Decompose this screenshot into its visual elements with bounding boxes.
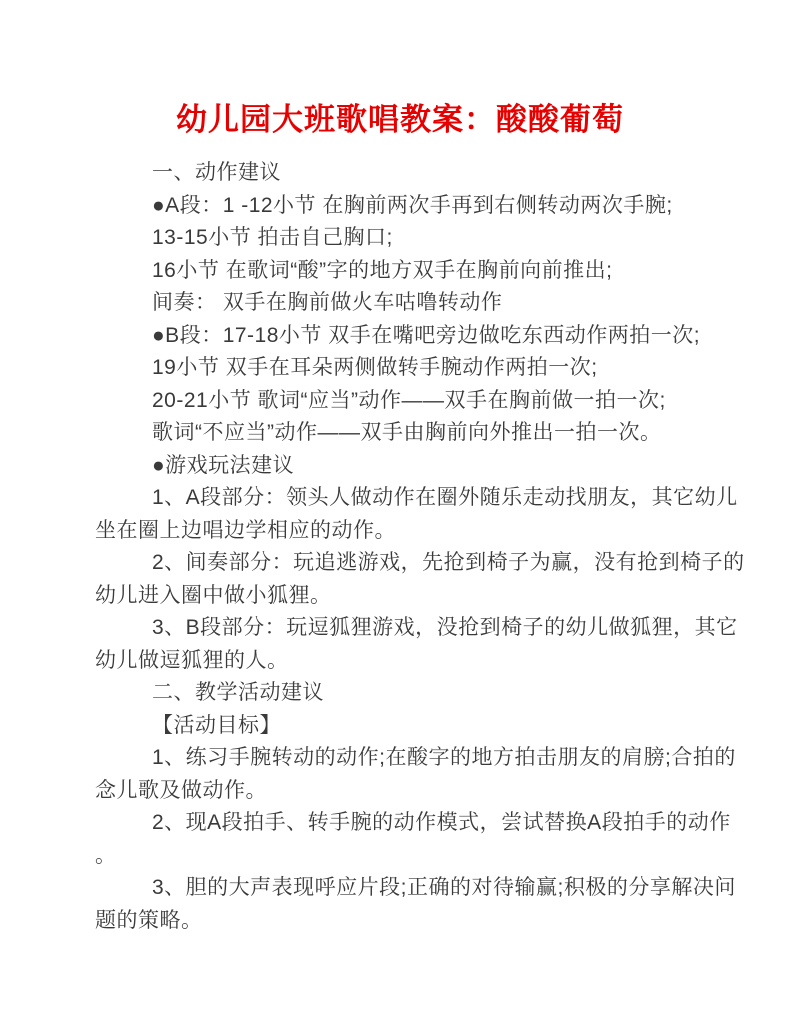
text-line: 间奏： 双手在胸前做火车咕噜转动作 bbox=[152, 291, 503, 314]
text-line: 1、练习手腕转动的动作;在酸字的地方拍击朋友的肩膀;合拍的 bbox=[152, 746, 736, 769]
document-title: 幼儿园大班歌唱教案：酸酸葡萄 bbox=[176, 102, 624, 137]
text-line: 2、现A段拍手、转手腕的动作模式，尝试替换A段拍手的动作 bbox=[152, 811, 731, 834]
text-line: 1、A段部分：领头人做动作在圈外随乐走动找朋友，其它幼儿 bbox=[152, 486, 738, 509]
text-line: 13-15小节 拍击自己胸口; bbox=[152, 226, 393, 249]
text-line: 念儿歌及做动作。 bbox=[95, 778, 267, 802]
text-line: 3、B段部分：玩逗狐狸游戏，没抢到椅子的幼儿做狐狸，其它 bbox=[152, 616, 738, 639]
document-body bbox=[95, 157, 745, 937]
text-line: 题的策略。 bbox=[95, 908, 203, 932]
text-line: 幼儿进入圈中做小狐狸。 bbox=[95, 583, 332, 607]
text-line: 坐在圈上边唱边学相应的动作。 bbox=[95, 518, 396, 542]
text-line: 2、间奏部分：玩追逃游戏，先抢到椅子为赢，没有抢到椅子的 bbox=[152, 551, 745, 574]
text-line: 3、胆的大声表现呼应片段;正确的对待输赢;积极的分享解决问 bbox=[152, 876, 736, 899]
text-line: 16小节 在歌词“酸”字的地方双手在胸前向前推出; bbox=[152, 258, 613, 282]
text-line: 幼儿做逗狐狸的人。 bbox=[95, 648, 289, 672]
text-line: 二、教学活动建议 bbox=[152, 681, 324, 704]
text-line: 一、动作建议 bbox=[152, 161, 281, 184]
text-line: 19小节 双手在耳朵两侧做转手腕动作两拍一次; bbox=[152, 356, 598, 379]
text-line: 【活动目标】 bbox=[152, 713, 281, 737]
text-line: ●A段：1 -12小节 在胸前两次手再到右侧转动两次手腕; bbox=[152, 193, 673, 217]
text-line: 20-21小节 歌词“应当”动作——双手在胸前做一拍一次; bbox=[152, 388, 666, 412]
text-line: 歌词“不应当”动作——双手由胸前向外推出一拍一次。 bbox=[152, 421, 662, 444]
text-line: 。 bbox=[95, 843, 117, 867]
text-line: ●游戏玩法建议 bbox=[152, 453, 295, 477]
text-line: ●B段：17-18小节 双手在嘴吧旁边做吃东西动作两拍一次; bbox=[152, 323, 701, 347]
